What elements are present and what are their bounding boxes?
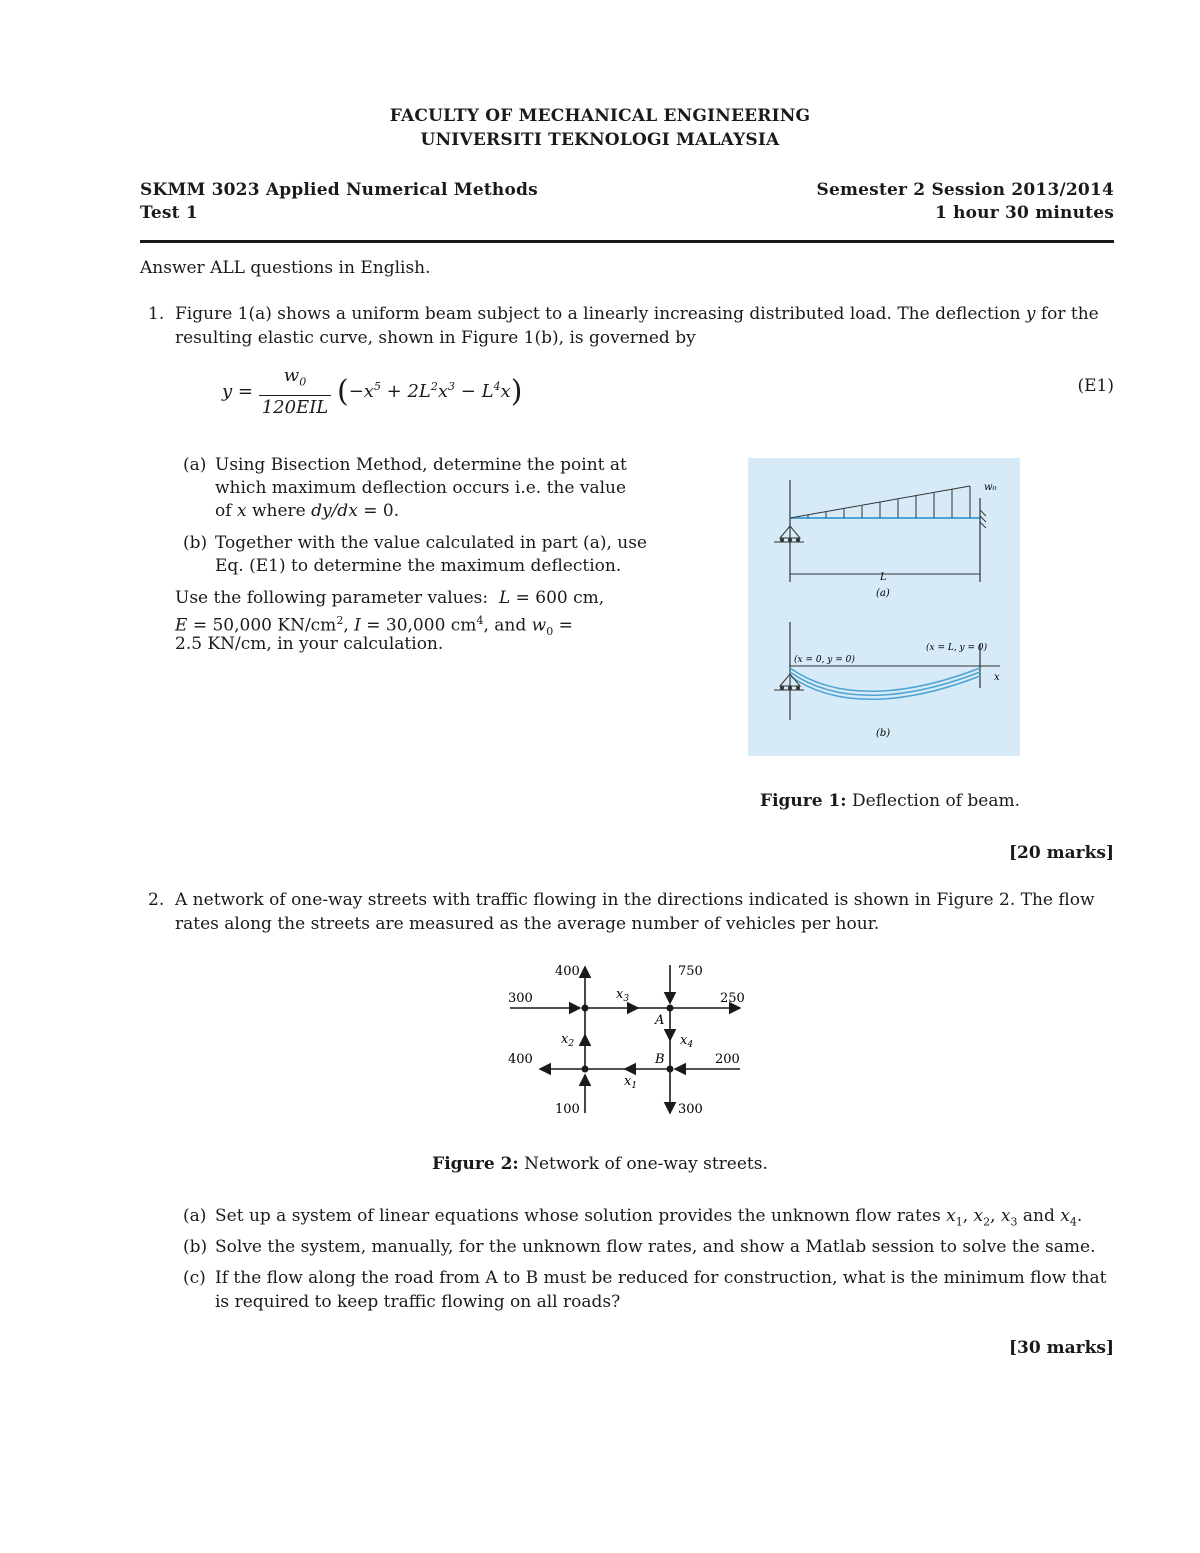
label-L: L bbox=[880, 572, 887, 583]
beam-diagram bbox=[748, 458, 1020, 756]
label-300-west: 300 bbox=[508, 991, 533, 1006]
q2-marks: [30 marks] bbox=[1009, 1338, 1114, 1358]
q1-intro-line2: resulting elastic curve, shown in Figure 1(b), is governed by bbox=[175, 328, 696, 348]
q2-number: 2. bbox=[148, 890, 165, 910]
faculty-title: FACULTY OF MECHANICAL ENGINEERING bbox=[389, 106, 811, 126]
q1-part-b-line1: Together with the value calculated in part (a), use bbox=[215, 533, 647, 553]
label-400-top: 400 bbox=[555, 964, 580, 979]
semester-info: Semester 2 Session 2013/2014 bbox=[816, 180, 1114, 200]
course-title: SKMM 3023 Applied Numerical Methods bbox=[140, 180, 538, 200]
label-x2: $x_2$ bbox=[561, 1032, 575, 1049]
figure-1-caption: Figure 1: Deflection of beam. bbox=[760, 791, 1020, 811]
node-B bbox=[667, 1066, 674, 1073]
left-support-a bbox=[774, 526, 804, 542]
q2-part-c-line1: If the flow along the road from A to B must be reduced for construction, what is the minimum flow that bbox=[215, 1268, 1107, 1288]
node-nw bbox=[582, 1005, 589, 1012]
label-A: A bbox=[655, 1013, 665, 1028]
label-100: 100 bbox=[555, 1102, 580, 1117]
q1-part-b-line2: Eq. (E1) to determine the maximum deflection. bbox=[215, 556, 622, 576]
q2-part-a-text: Set up a system of linear equations whose solution provides the unknown flow rates $x_1$, $x_2$, $x_3$ and $x_4$. bbox=[215, 1206, 1083, 1229]
q2-intro-line2: rates along the streets are measured as the average number of vehicles per hour. bbox=[175, 914, 880, 934]
q1-params-line1: Use the following parameter values: L = 600 cm, bbox=[175, 588, 605, 608]
figure-2-network bbox=[500, 955, 760, 1120]
figure-2-caption: Figure 2: Network of one-way streets. bbox=[432, 1154, 768, 1174]
instruction: Answer ALL questions in English. bbox=[140, 258, 431, 278]
q2-part-a-label: (a) bbox=[183, 1206, 207, 1226]
label-750: 750 bbox=[678, 964, 703, 979]
label-x1: $x_1$ bbox=[624, 1074, 638, 1091]
q1-marks: [20 marks] bbox=[1009, 843, 1114, 863]
label-x4: $x_4$ bbox=[680, 1033, 694, 1050]
label-w0: w₀ bbox=[984, 482, 997, 493]
header-rule bbox=[140, 240, 1114, 243]
figure-1 bbox=[748, 458, 1020, 756]
q2-part-b-text: Solve the system, manually, for the unknown flow rates, and show a Matlab session to solve the same. bbox=[215, 1237, 1096, 1257]
q1-part-a-label: (a) bbox=[183, 455, 207, 475]
node-sw bbox=[582, 1066, 589, 1073]
q1-part-a-line1: Using Bisection Method, determine the point at bbox=[215, 455, 627, 475]
q2-part-c-line2: is required to keep traffic flowing on all roads? bbox=[215, 1292, 621, 1312]
university-title: UNIVERSITI TEKNOLOGI MALAYSIA bbox=[420, 130, 780, 150]
label-250: 250 bbox=[720, 991, 745, 1006]
q1-part-a-line3: of x where dy/dx = 0. bbox=[215, 501, 400, 521]
q2-intro-line1: A network of one-way streets with traffic flowing in the directions indicated is shown in Figure 2. The flow bbox=[175, 890, 1095, 910]
node-A bbox=[667, 1005, 674, 1012]
bc-right: (x = L, y = 0) bbox=[926, 643, 988, 653]
label-b: (b) bbox=[876, 728, 891, 739]
label-B: B bbox=[655, 1052, 665, 1067]
bc-left: (x = 0, y = 0) bbox=[794, 655, 855, 665]
q1-number: 1. bbox=[148, 304, 165, 324]
label-x: x bbox=[994, 672, 1000, 683]
label-200: 200 bbox=[715, 1052, 740, 1067]
q2-part-c-label: (c) bbox=[183, 1268, 206, 1288]
test-title: Test 1 bbox=[140, 203, 198, 223]
q1-params-line2: E = 50,000 $KN/cm^2$, I = 30,000 $cm^4$, and $w_0$ = bbox=[175, 614, 573, 639]
q1-part-a-line2: which maximum deflection occurs i.e. the value bbox=[215, 478, 627, 498]
elastic-curve bbox=[790, 668, 980, 699]
label-a: (a) bbox=[876, 588, 890, 599]
equation-e1: y = $\frac{w_0}{\text{120EIL}}$ $(-x^5 + 2L^2x^3 - L^4x)$ bbox=[222, 365, 523, 418]
label-300-south: 300 bbox=[678, 1102, 703, 1117]
q1-intro-line1: Figure 1(a) shows a uniform beam subject to a linearly increasing distributed load. The deflection y for the bbox=[175, 304, 1099, 324]
q1-part-b-label: (b) bbox=[183, 533, 208, 553]
q1-params-line3: 2.5 KN/cm, in your calculation. bbox=[175, 634, 444, 654]
q2-part-b-label: (b) bbox=[183, 1237, 208, 1257]
label-x3: $x_3$ bbox=[616, 987, 630, 1004]
equation-label: (E1) bbox=[1077, 376, 1114, 396]
label-400-west: 400 bbox=[508, 1052, 533, 1067]
right-hatch-a bbox=[980, 510, 986, 528]
duration-info: 1 hour 30 minutes bbox=[934, 203, 1114, 223]
